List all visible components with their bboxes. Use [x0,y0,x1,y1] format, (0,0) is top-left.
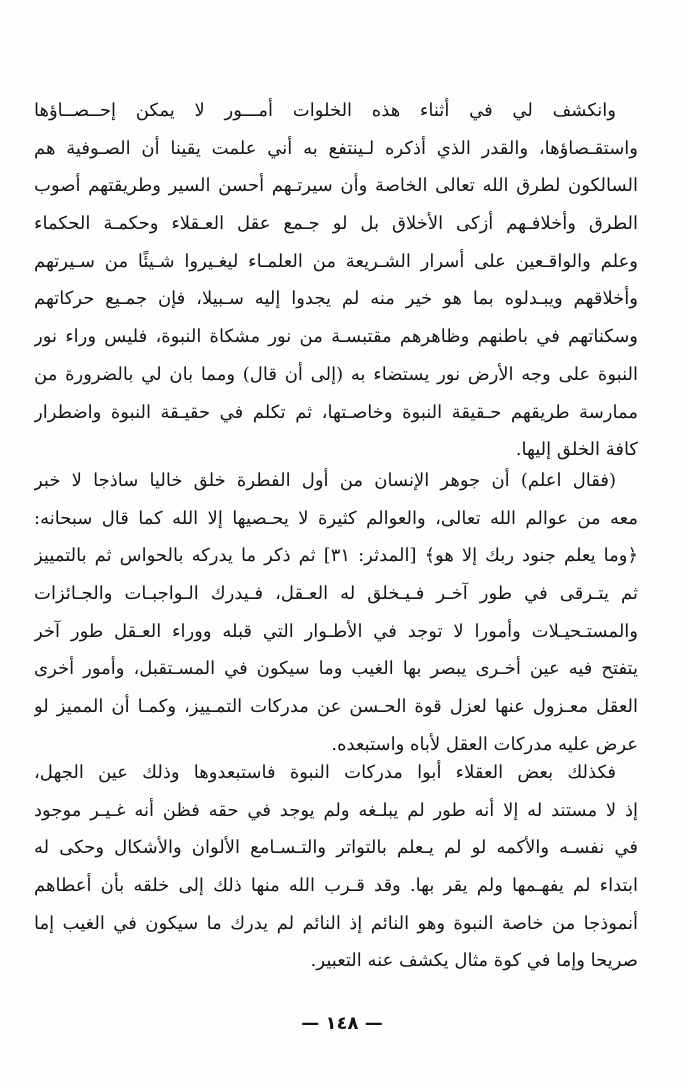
text-line: ثم يتـرقى في طور آخـر فـيـخلق له العـقل، فـيدرك الـواجبـات والجـائزات [34,583,638,605]
paragraph-1 [34,92,638,469]
text-line: وسكناتهم في باطنهم وظاهرهم مقتبسـة من نور مشكاة النبوة، فليس وراء نور [34,326,638,348]
text-line: معه من عوالم الله تعالى، والعوالم كثيرة لا يحـصيها إلا الله كما قال سبحانه: [34,507,638,529]
text-line: كافة الخلق إليها. [515,439,638,461]
text-line: فكذلك بعض العقلاء أبوا مدركات النبوة فاستبعدوها وذلك عين الجهل، [34,762,616,783]
text-line: واستقـصاؤها، والقدر الذي أذكره لـينتفع به أني علمت يقينا أن الصـوفية هم [34,137,638,159]
text-line: السالكون لطرق الله تعالى الخاصة وأن سيرتـهم أحسن السير وطريقتهم أصوب [34,175,638,197]
text-line: العقل معـزول عنها لعزل قوة الحـسن عن مدركات التمـييز، وكمـا أن المميز لو [34,696,638,718]
text-line: يتفتح فيه عين أخـرى يبصر بها الغيب وما سيكون في المسـتقبل، وأمور أخرى [34,658,638,680]
text-line: صريحا وإما في كوة مثال يكشف عنه التعبير. [310,950,638,972]
text-line: ابتداء لم يفهـمها ولم يقر بها. وقد قـرب الله منها ذلك إلى خلقه بأن أعطاهم [34,875,638,897]
text-line: في نفسـه والأكمه لو لم يـعلم بالتواتر والتـسـامع الألوان والأشكال وحكى له [34,837,638,859]
page-number: — ١٤٨ — [301,1013,383,1034]
paragraph-3 [34,754,638,980]
text-line: عرض عليه مدركات العقل لأباه واستبعده. [331,733,638,755]
text-line: النبوة على وجه الأرض نور يستضاء به (إلى أن قال) ومما بان لي بالضرورة من [34,363,638,385]
text-line: وانكشف لي في أثناء هذه الخلوات أمـــور لا يمكن إحــصــاؤها [34,100,616,121]
quran-verse-line: ﴿وما يعلم جنود ربك إلا هو﴾ [المدثر: ٣١] ثم ذكر ما يدركه بالحواس ثم بالتمييز [34,545,638,567]
text-line: (فقال اعلم) أن جوهر الإنسان من أول الفطرة خلق خاليا ساذجا لا خبر [34,470,616,491]
paragraph-2 [34,462,638,764]
text-line: الطرق وأخلافـهم أزكى الأخلاق بل لو جـمع عقل العـقلاء وحكمـة الحكماء [34,213,638,235]
text-line: إذ لا مستند له إلا أنه طور لم يبلـغه ولم يوجد في حقه فظن أنه غـيـر موجود [34,799,638,821]
text-line: والمستـحيـلات وأمورا لا توجد في الأطـوار التي قبله ووراء العـقل طور آخر [34,620,638,642]
text-line: وعلم والواقـعين على أسرار الشـريعة من العلمـاء ليغـيروا شـيئًا من سـيرتهم [34,250,638,272]
text-line: وأخلاقهم ويبـدلوه بما هو خير منه لم يجدوا إليه سـبيلا، فإن جمـيع حركاتهم [34,288,638,310]
text-line: ممارسة طريقهم حـقيقة النبوة وخاصـتها، ثم تكلم في حقيـقة النبوة واضطرار [34,401,638,423]
text-line: أنموذجا من خاصة النبوة وهو النائم إذ النائم لم يدرك ما سيكون في الغيب إما [34,912,638,934]
